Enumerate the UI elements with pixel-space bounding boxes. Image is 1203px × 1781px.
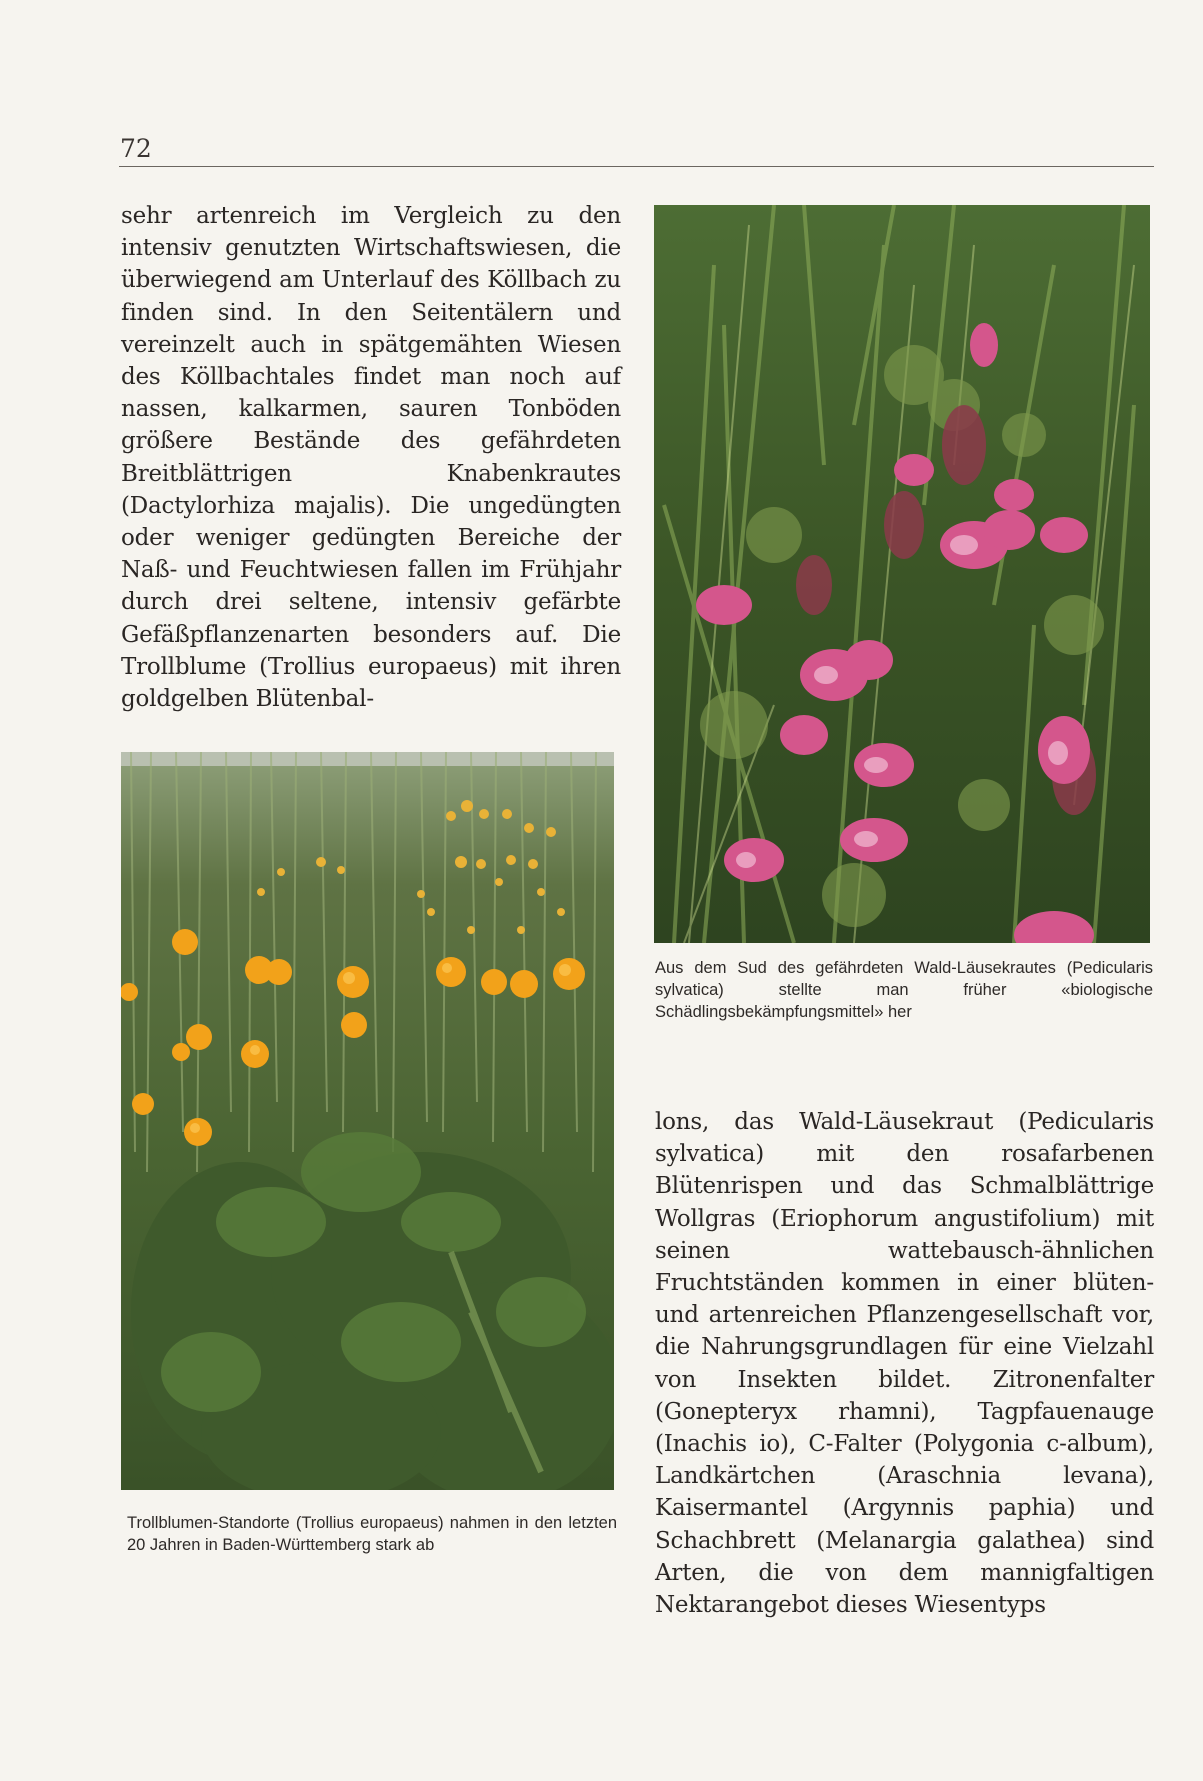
- pedicularis-caption: Aus dem Sud des gefährdeten Wald-Läusekrautes (Pedicularis sylvatica) stellte man früher «biologische Schädlingsbekämpfungsmittel» her: [655, 959, 1153, 1021]
- left-column-text: sehr artenreich im Vergleich zu den intensiv genutzten Wirtschaftswiesen, die überwiegend am Unterlauf des Köllbach zu finden sind. In den Seitentälern und vereinzelt auch in spätgemähten Wiesen des Köllbachtales findet man noch auf nassen, kalkarmen, sauren Tonböden größere Bestände des gefährdeten Breitblättrigen Knabenkrautes (Dactylorhiza majalis). Die ungedüngten oder weniger gedüngten Bereiche der Naß- und Feuchtwiesen fallen im Frühjahr durch drei seltene, intensiv gefärbte Gefäßpflanzenarten besonders auf. Die Trollblume (Trollius europaeus) mit ihren goldgelben Blütenbal-: [121, 203, 621, 713]
- trollius-caption: Trollblumen-Standorte (Trollius europaeus) nahmen in den letzten 20 Jahren in Baden-Württemberg stark ab: [127, 1514, 617, 1554]
- header-rule: [119, 166, 1154, 167]
- pedicularis-photo: [654, 205, 1150, 943]
- page-number: 72: [120, 134, 152, 163]
- trollius-photo: [121, 752, 614, 1490]
- right-column-text: lons, das Wald-Läusekraut (Pedicularis sylvatica) mit den rosafarbenen Blütenrispen und das Schmalblättrige Wollgras (Eriophorum angustifolium) mit seinen wattebausch-ähnlichen Fruchtständen kommen in einer blüten- und artenreichen Pflanzengesellschaft vor, die Nahrungsgrundlagen für eine Vielzahl von Insekten bildet. Zitronenfalter (Gonepteryx rhamni), Tagpfauenauge (Inachis io), C-Falter (Polygonia c-album), Landkärtchen (Araschnia levana), Kaisermantel (Argynnis paphia) und Schachbrett (Melanargia galathea) sind Arten, die von dem mannigfaltigen Nektarangebot dieses Wiesentyps: [655, 1109, 1154, 1619]
